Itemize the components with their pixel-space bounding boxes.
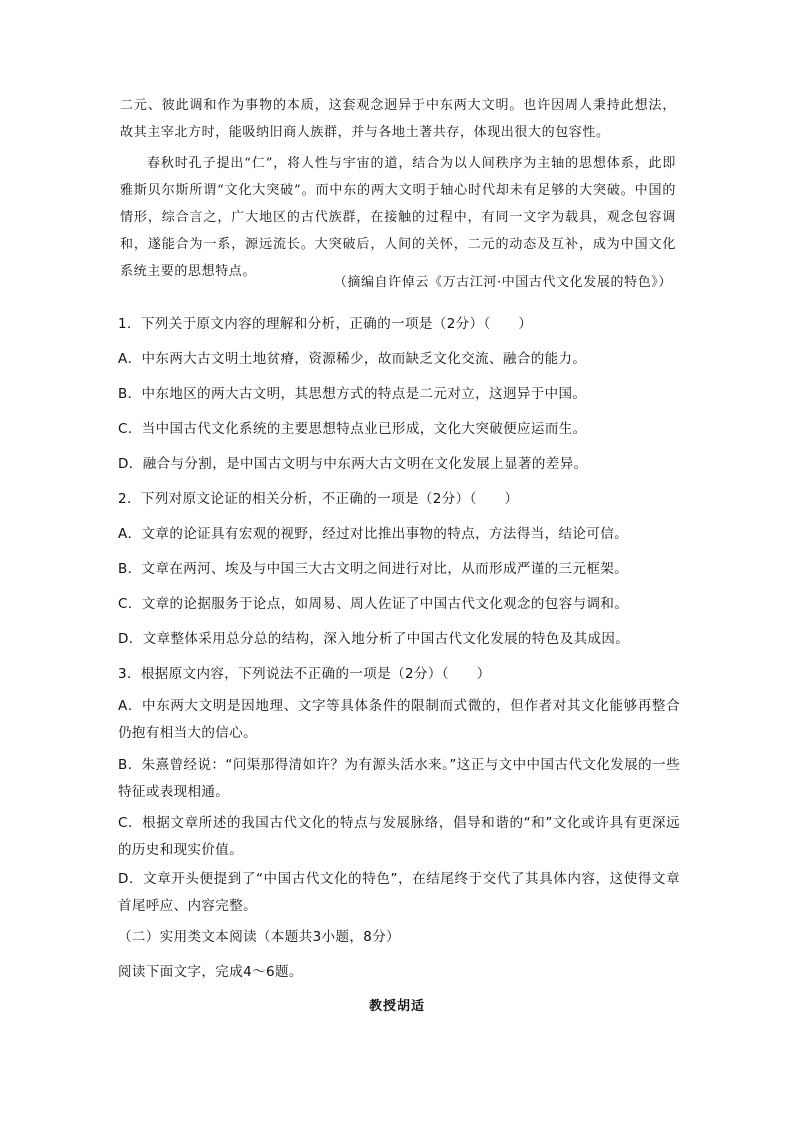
question-2-stem: 2．下列对原文论证的相关分析，不正确的一项是（2分）（ ） [118, 491, 519, 507]
section-2-instruction: 阅读下面文字，完成4～6题。 [118, 964, 303, 980]
question-2-option-b[interactable]: B．文章在两河、埃及与中国三大古文明之间进行对比，从而形成严谨的三元框架。 [118, 561, 629, 577]
question-3-option-b[interactable]: B．朱熹曾经说：“问渠那得清如许？为有源头活水来。”这正与文中中国古代文化发展的一些特征或表现相通。 [118, 757, 680, 800]
question-1-option-b[interactable]: B．中东地区的两大古文明，其思想方式的特点是二元对立，这迥异于中国。 [118, 386, 587, 402]
question-3-option-c[interactable]: C．根据文章所述的我国古代文化的特点与发展脉络，倡导和谐的“和”文化或许具有更深远的历史和现实价值。 [118, 815, 680, 858]
passage-paragraph-2: 春秋时孔子提出“仁”，将人性与宇宙的道，结合为以人间秩序为主轴的思想体系，此即雅斯贝尔斯所谓“文化大突破”。而中东的两大文明于轴心时代却未有足够的大突破。中国的情形，综合言之，广大地区的古代族群，在接触的过程中，有同一文字为载具，观念包容调和，遂能合为一系，源远流长。大突破后，人间的关怀，二元的动态及互补，成为中国文化系统主要的思想特点。 [120, 156, 676, 279]
question-2-option-d[interactable]: D．文章整体采用总分总的结构，深入地分析了中国古代文化发展的特色及其成因。 [118, 631, 630, 647]
question-3-stem: 3．根据原文内容，下列说法不正确的一项是（2分）（ ） [118, 666, 491, 682]
question-3-option-d[interactable]: D．文章开头便提到了“中国古代文化的特色”，在结尾终于交代了其具体内容，这使得文章首尾呼应、内容完整。 [118, 871, 680, 914]
passage-paragraph-1: 二元、彼此调和作为事物的本质，这套观念迥异于中东两大文明。也许因周人秉持此想法，故其主宰北方时，能吸纳旧商人族群，并与各地土著共存，体现出很大的包容性。 [120, 98, 676, 140]
question-2-option-c[interactable]: C．文章的论据服务于论点，如周易、周人佐证了中国古代文化观念的包容与调和。 [118, 596, 629, 612]
question-1-stem: 1．下列关于原文内容的理解和分析，正确的一项是（2分）（ ） [118, 316, 533, 332]
passage-source: （摘编自许倬云《万古江河·中国古代文化发展的特色》） [333, 275, 672, 290]
question-1-option-a[interactable]: A．中东两大古文明土地贫瘠，资源稀少，故而缺乏文化交流、融合的能力。 [118, 351, 587, 367]
question-2-option-a[interactable]: A．文章的论证具有宏观的视野，经过对比推出事物的特点，方法得当，结论可信。 [118, 526, 629, 542]
section-2-heading: （二）实用类文本阅读（本题共3小题，8分） [118, 929, 401, 945]
question-1-option-c[interactable]: C．当中国古代文化系统的主要思想特点业已形成，文化大突破便应运而生。 [118, 421, 587, 437]
article-title: 教授胡适 [368, 999, 425, 1014]
question-3-option-a[interactable]: A．中东两大文明是因地理、文字等具体条件的限制而式微的，但作者对其文化能够再整合仍抱有相当大的信心。 [118, 698, 680, 741]
question-1-option-d[interactable]: D．融合与分割，是中国古文明与中东两大古文明在文化发展上显著的差异。 [118, 456, 588, 472]
